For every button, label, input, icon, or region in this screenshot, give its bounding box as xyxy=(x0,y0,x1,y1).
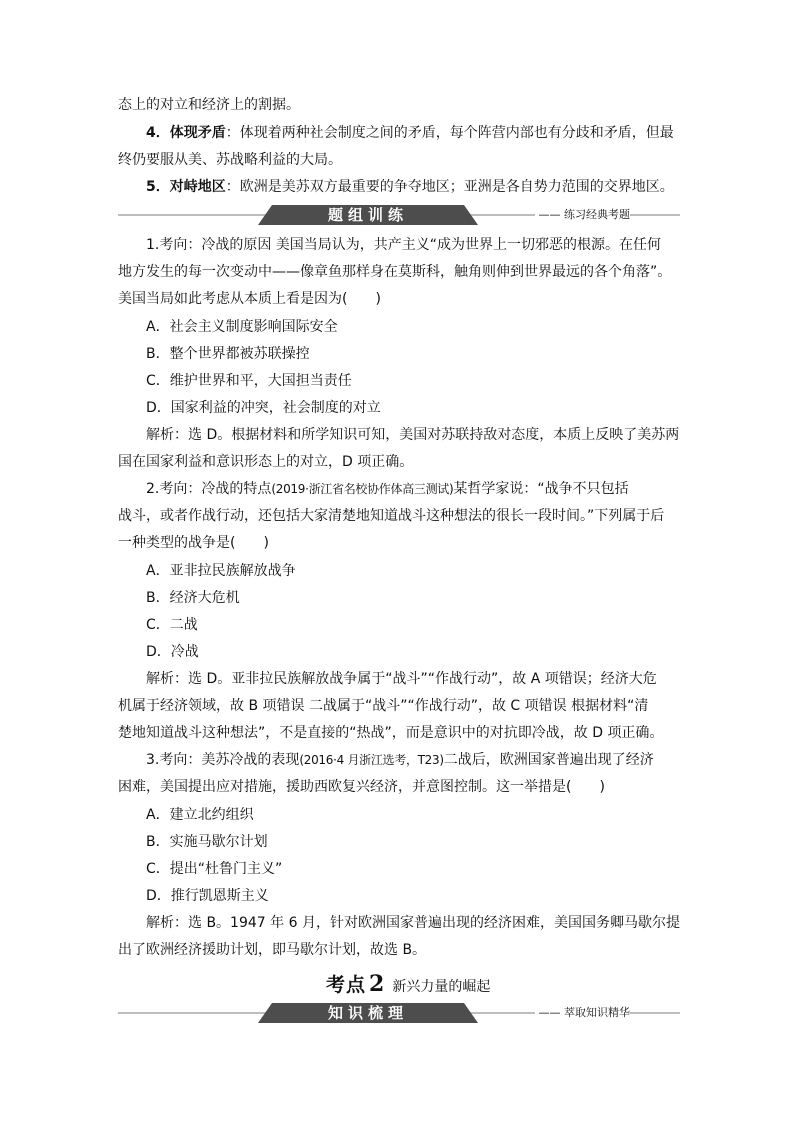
q3-option-c: C．提出“杜鲁门主义” xyxy=(146,861,283,877)
q3-option-b: B．实施马歇尔计划 xyxy=(146,834,268,850)
point-5-label: 5．对峙地区 xyxy=(146,179,226,195)
kaodian-number: 2 xyxy=(369,971,385,997)
point-4 xyxy=(146,124,674,142)
banner-subtitle: —— 练习经典考题 xyxy=(535,207,631,223)
banner-subtitle: —— 萃取知识精华 xyxy=(535,1005,631,1021)
q2-stem-text: 某哲学家说：“战争不只包括 xyxy=(453,481,629,497)
q1-option-b: B．整个世界都被苏联操控 xyxy=(146,346,310,362)
q3-answer-line1: 解析：选 B。1947 年 6 月，针对欧洲国家普遍出现的经济困难，美国国务卿马歇尔提 xyxy=(146,915,680,931)
q2-stem-line1 xyxy=(146,480,629,498)
q1-answer-line1: 解析：选 D。根据材料和所学知识可知，美国对苏联持敌对态度，本质上反映了美苏两 xyxy=(146,427,680,443)
point-4-cont: 终仍要服从美、苏战略利益的大局。 xyxy=(118,152,342,168)
banner-label: 知识梳理 xyxy=(327,1004,408,1022)
section-banner-knowledge xyxy=(118,1003,680,1023)
q2-topic: 2.考向：冷战的特点 xyxy=(146,481,272,497)
banner-label: 题组训练 xyxy=(327,206,408,224)
q1-stem-line1: 1.考向：冷战的原因 美国当局认为，共产主义“成为世界上一切邪恶的根源。在任何 xyxy=(146,237,662,253)
q2-option-c: C．二战 xyxy=(146,617,198,633)
q3-stem-line1 xyxy=(146,751,654,769)
q2-answer-line2: 机属于经济领域，故 B 项错误 二战属于“战斗”“作战行动”，故 C 项错误 根据材料“清 xyxy=(118,698,649,714)
q3-source: (2016·4 月浙江选考，T23) xyxy=(299,753,444,767)
q3-option-a: A．建立北约组织 xyxy=(146,807,254,823)
q2-answer-line1: 解析：选 D。亚非拉民族解放战争属于“战斗”“作战行动”，故 A 项错误；经济大危 xyxy=(146,671,657,687)
section-heading-kaodian xyxy=(326,970,490,998)
intro-line: 态上的对立和经济上的割据。 xyxy=(118,97,300,113)
q2-stem-line3: 一种类型的战争是( ) xyxy=(118,535,269,551)
q3-stem-text: 二战后，欧洲国家普遍出现了经济 xyxy=(443,752,654,768)
kaodian-title: 新兴力量的崛起 xyxy=(392,979,491,995)
point-5 xyxy=(146,178,674,196)
q1-option-a: A．社会主义制度影响国际安全 xyxy=(146,319,338,335)
q3-answer-line2: 出了欧洲经济援助计划，即马歇尔计划，故选 B。 xyxy=(118,942,427,958)
point-4-text: ：体现着两种社会制度之间的矛盾，每个阵营内部也有分歧和矛盾，但最 xyxy=(225,125,674,141)
q1-answer-line2: 国在国家利益和意识形态上的对立，D 项正确。 xyxy=(118,454,414,470)
q2-answer-line3: 楚地知道战斗这种想法”，不是直接的“热战”，而是意识中的对抗即冷战，故 D 项正确。 xyxy=(118,725,664,741)
q3-stem-line2: 困难，美国提出应对措施，援助西欧复兴经济，并意图控制。这一举措是( ) xyxy=(118,779,605,795)
q1-option-c: C．维护世界和平，大国担当责任 xyxy=(146,373,352,389)
q2-source: (2019·浙江省名校协作体高三测试) xyxy=(271,482,454,496)
q1-stem-line2: 地方发生的每一次变动中——像章鱼那样身在莫斯科，触角则伸到世界最远的各个角落”。 xyxy=(118,264,672,280)
q2-stem-line2: 战斗，或者作战行动，还包括大家清楚地知道战斗这种想法的很长一段时间。”下列属于后 xyxy=(118,508,665,524)
q3-topic: 3.考向：美苏冷战的表现 xyxy=(146,752,300,768)
q2-option-b: B．经济大危机 xyxy=(146,590,240,606)
banner-tag xyxy=(258,1003,478,1023)
section-banner-practice xyxy=(118,205,680,225)
point-5-text: ：欧洲是美苏双方最重要的争夺地区；亚洲是各自势力范围的交界地区。 xyxy=(225,179,674,195)
kaodian-label: 考点 xyxy=(326,974,367,996)
q3-option-d: D．推行凯恩斯主义 xyxy=(146,888,269,904)
banner-tag xyxy=(258,205,478,225)
q2-option-d: D．冷战 xyxy=(146,644,199,660)
q2-option-a: A．亚非拉民族解放战争 xyxy=(146,563,296,579)
q1-option-d: D．国家利益的冲突，社会制度的对立 xyxy=(146,400,381,416)
point-4-label: 4．体现矛盾 xyxy=(146,125,226,141)
q1-stem-line3: 美国当局如此考虑从本质上看是因为( ) xyxy=(118,291,381,307)
